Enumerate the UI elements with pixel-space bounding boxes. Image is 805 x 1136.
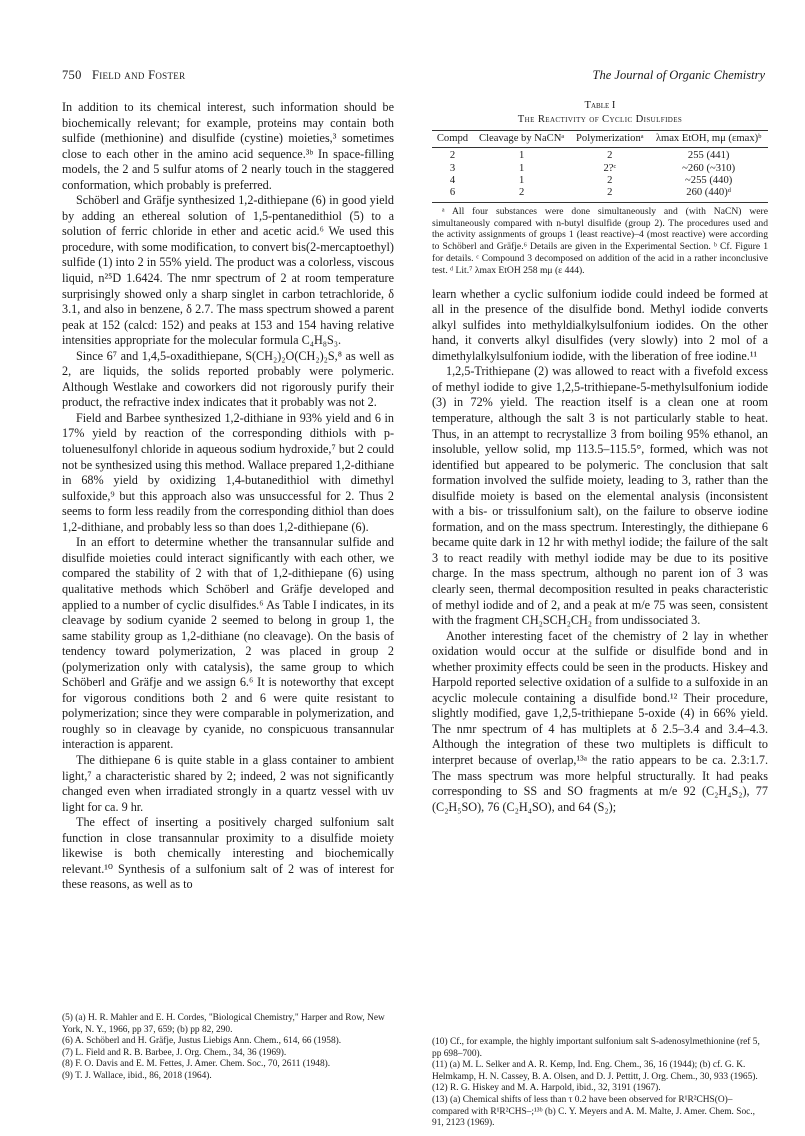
table-cell: 1 bbox=[518, 150, 525, 162]
table-header: Polymerizationᵃ bbox=[576, 132, 644, 144]
table-header-row bbox=[432, 133, 768, 145]
table-row bbox=[432, 187, 768, 199]
table-rule-top bbox=[432, 130, 768, 131]
footnote: (10) Cf., for example, the highly important sulfonium salt S-adenosylmethionine (ref 5, pp 698–700). bbox=[432, 1037, 760, 1059]
footnote: (7) L. Field and R. B. Barbee, J. Org. Chem., 34, 36 (1969). bbox=[62, 1047, 287, 1058]
left-footnotes bbox=[62, 1013, 394, 1083]
right-column bbox=[432, 100, 768, 815]
paragraph: In an effort to determine whether the transannular sulfide and disulfide moieties could interact significantly with each other, we compared the stability of 2 with that of 1,2-dithiepane (6) using qualitative methods which Schöberl and Gräfje developed and applied to a number of cyclic disulfides.⁶ As Table I indicates, in its cleavage by sodium cyanide 2 seemed to belong in group 1, the same stability group as 1,2-dithiane (no cleavage). On the basis of tendency toward polymerization, 2 was placed in group 2 (polymerization only with catalysis), the same group to which Schöberl and Gräfje and we assign 6.⁶ It is noteworthy that except for vigorous conditions both 2 and 6 were quite resistant to polymerization; since they were comparable in polymerization, and roughly so in cleavage by cyanide, no conspicuous transannular interaction is apparent. bbox=[62, 535, 394, 752]
table-caption: Table I bbox=[584, 100, 616, 111]
header-left bbox=[62, 68, 185, 83]
table-rule-mid bbox=[432, 147, 768, 148]
table-rule-bottom bbox=[432, 202, 768, 203]
table-cell: 2 bbox=[449, 150, 456, 162]
footnote: (8) F. O. Davis and E. M. Fettes, J. Amer. Chem. Soc., 70, 2611 (1948). bbox=[62, 1059, 331, 1070]
paragraph: Since 6⁷ and 1,4,5-oxadithiepane, S(CH₂)₂O(CH₂)₂S,⁸ as well as 2, are liquids, the solids reported probably were polymeric. Although Westlake and coworkers did not rigorously purify their product, the refractive index indicates that it probably was not 2. bbox=[62, 348, 394, 410]
table-cell: ~255 (440) bbox=[685, 175, 733, 187]
table-cell: ~260 (~310) bbox=[682, 162, 736, 174]
running-authors: Field and Foster bbox=[91, 68, 186, 82]
paragraph: Field and Barbee synthesized 1,2-dithiane in 93% yield and 6 in 17% yield by reaction of the corresponding dithiols with p-toluenesulfonyl chloride in aqueous sodium hydroxide,⁷ but 2 could not be synthesized using this method. Wallace prepared 1,2-dithiane in 68% yield by oxidizing 1,4-butanedithiol with dimethyl sulfoxide,⁹ but this approach also was unsuccessful for 2. Thus 2 seems to form less readily from the corresponding dithiol than does 1,2-dithiane, and probably less so than does 1,2-dithiepane (6). bbox=[62, 410, 394, 534]
table-cell: 2 bbox=[607, 150, 613, 162]
table-cell: 2 bbox=[518, 187, 525, 199]
footnote: (12) R. G. Hiskey and M. A. Harpold, ibid., 32, 3191 (1967). bbox=[432, 1083, 661, 1094]
table-row bbox=[432, 163, 768, 175]
footnote: (13) (a) Chemical shifts of less than τ 0.2 have been observed for R¹R²CHS(O)– compared with R¹R²CHS–;¹³ᵇ (b) C. Y. Meyers and A. M. Malte, J. Amer. Chem. Soc., 91, 2123 (1969). bbox=[432, 1094, 755, 1129]
table-footnote bbox=[432, 206, 768, 277]
table-row bbox=[432, 150, 768, 162]
paragraph: learn whether a cyclic sulfonium iodide could indeed be formed at all in the presence of the disulfide bond. Methyl iodide converts alkyl sulfides into methyldialkylsulfonium iodides. On the other hand, it converts alkyl disulfides (very slowly) into 2 mol of a dimethylalkylsulfonium iodide, with the liberation of free iodine.¹¹ bbox=[432, 286, 768, 363]
table-cell: 1 bbox=[518, 162, 525, 174]
table-cell: 2 bbox=[607, 187, 613, 199]
table-cell: 260 (440)ᵈ bbox=[686, 187, 732, 199]
footnote: (11) (a) M. L. Selker and A. R. Kemp, Ind. Eng. Chem., 36, 16 (1944); (b) cf. G. K. Helmkamp, H. N. Cassey, B. A. Olsen, and D. J. Pettitt, J. Org. Chem., 30, 933 (1965). bbox=[432, 1060, 758, 1082]
table-cell: 3 bbox=[449, 162, 456, 174]
reactivity-table bbox=[432, 133, 768, 200]
left-column bbox=[62, 100, 394, 893]
paragraph: In addition to its chemical interest, such information should be biochemically relevant; for example, proteins may contain both sulfide (methionine) and disulfide (cystine) moieties,³ sometimes close to each other in the amino acid sequence.³ᵇ In space-filling models, the 2 and 5 sulfur atoms of 2 nearly touch in the staggered conformation, which probably is preferred. bbox=[62, 100, 394, 192]
table-header: λmax EtOH, mμ (εmax)ᵇ bbox=[655, 132, 762, 144]
table-header: Compd bbox=[436, 132, 469, 144]
table-cell: 1 bbox=[518, 175, 525, 187]
table-cell: 4 bbox=[449, 175, 456, 187]
table-note-text: ᵃ All four substances were done simultaneously and (with NaCN) were simultaneously compared with n-butyl disulfide (group 2). The procedures used and the activity assignments of groups 1 (least reactive)–4 (most reactive) were according to Schöberl and Gräfje.⁶ Details are given in the Experimental Section. ᵇ Cf. Figure 1 for details. ᶜ Compound 3 decomposed on addition of the acid in a rather inconclusive test. ᵈ Lit.⁷ λmax EtOH 258 mμ (ε 444). bbox=[432, 205, 768, 276]
table-1 bbox=[432, 100, 768, 277]
table-cell: 6 bbox=[449, 187, 456, 199]
paragraph: Schöberl and Gräfje synthesized 1,2-dithiepane (6) in good yield by adding an ethereal solution of 1,5-pentanedithiol (5) to a solution of ferric chloride in ether and acetic acid.⁶ We used this procedure, with some modification, to convert bis(2-mercaptoethyl) sulfide (1) into 2 in 55% yield. The product was a colorless, viscous liquid, n²⁵D 1.6424. The nmr spectrum of 2 at room temperature surprisingly showed only a sharp singlet in carbon tetrachloride, δ 3.1, and also in benzene, δ 2.7. The mass spectrum showed a parent peak at 152 (calcd: 152) and peaks at 153 and 154 having relative intensities appropriate for the molecular formula C₄H₈S₃. bbox=[62, 193, 394, 348]
paragraph: Another interesting facet of the chemistry of 2 lay in whether oxidation would occur at the sulfide or disulfide bond and in whether proximity effects could be seen in the products. Hiskey and Harpold reported selective oxidation of a sulfide to a sulfoxide in an acyclic molecule containing a disulfide bond.¹² Their procedure, slightly modified, gave 1,2,5-trithiepane 5-oxide (4) in 66% yield. The nmr spectrum of 4 has multiplets at δ 2.5–3.4 and 3.4–4.3. Although the integration of these two multiplets is difficult to interpret because of overlap,¹³ᵃ the ratio appears to be ca. 2.3:1.7. The mass spectrum was more helpful structurally. It had peaks corresponding to SS and SO fragments at m/e 92 (C₂H₄S₂), 77 (C₂H₅SO), 76 (C₂H₄SO), and 64 (S₂); bbox=[432, 628, 768, 814]
table-title: The Reactivity of Cyclic Disulfides bbox=[517, 114, 683, 126]
page-header bbox=[62, 68, 765, 86]
journal-title: The Journal of Organic Chemistry bbox=[592, 68, 765, 82]
paragraph: 1,2,5-Trithiepane (2) was allowed to react with a fivefold excess of methyl iodide to give 1,2,5-trithiepane-5-methylsulfonium iodide (3) in 72% yield. The reaction itself is a clean one at room temperature, although the salt 3 is not particularly stable to heat. Thus, in an attempt to recrystallize 3 from boiling 95% ethanol, an insoluble, yellow solid, mp 113.5–115.5°, formed, which was not identified but appeared to be polymeric. The conclusion that salt formation involved the sulfide moiety, leading to 3, rather than the disulfide moiety is based on the elemental analysis (inconsistent with a bis- or trissulfonium salt), on the failure to observe iodine formation, and on the mass spectrum. Interestingly, the dithiepane 6 became quite dark in 12 hr with methyl iodide; the failure of the salt 3 to react readily with methyl iodide may be due to its positive charge. In the mass spectrum, although no parent ion of 3 was clearly seen, thermal decomposition resulted in peaks characteristic of methyl iodide and of 2, and a peak at m/e 75 was seen, consistent with the fragment CH₂SCH₂CH₂ from undissociated 3. bbox=[432, 364, 768, 628]
table-row bbox=[432, 175, 768, 187]
footnote: (5) (a) H. R. Mahler and E. H. Cordes, "Biological Chemistry," Harper and Row, New York, N. Y., 1966, pp 37, 659; (b) pp 82, 290. bbox=[62, 1013, 385, 1035]
right-footnotes bbox=[432, 1037, 768, 1130]
paragraph: The effect of inserting a positively charged sulfonium salt function in close transannular proximity to a disulfide moiety likewise is both chemically interesting and biochemically relevant.¹⁰ Synthesis of a sulfonium salt of 2 was of interest for these reasons, as well as to bbox=[62, 815, 394, 892]
table-cell: 2 bbox=[607, 175, 613, 187]
page-number: 750 bbox=[62, 68, 82, 82]
paragraph: The dithiepane 6 is quite stable in a glass container to ambient light,⁷ a characteristic shared by 2; indeed, 2 was not significantly changed even when irradiated strongly in a quartz vessel with uv light for ca. 9 hr. bbox=[62, 752, 394, 814]
table-header: Cleavage by NaCNᵃ bbox=[479, 132, 565, 144]
table-cell: 2?ᶜ bbox=[603, 162, 617, 174]
spacer bbox=[432, 277, 768, 287]
footnote: (9) T. J. Wallace, ibid., 86, 2018 (1964). bbox=[62, 1070, 212, 1081]
footnote: (6) A. Schöberl and H. Gräfje, Justus Liebigs Ann. Chem., 614, 66 (1958). bbox=[62, 1036, 342, 1047]
table-cell: 255 (441) bbox=[687, 150, 730, 162]
